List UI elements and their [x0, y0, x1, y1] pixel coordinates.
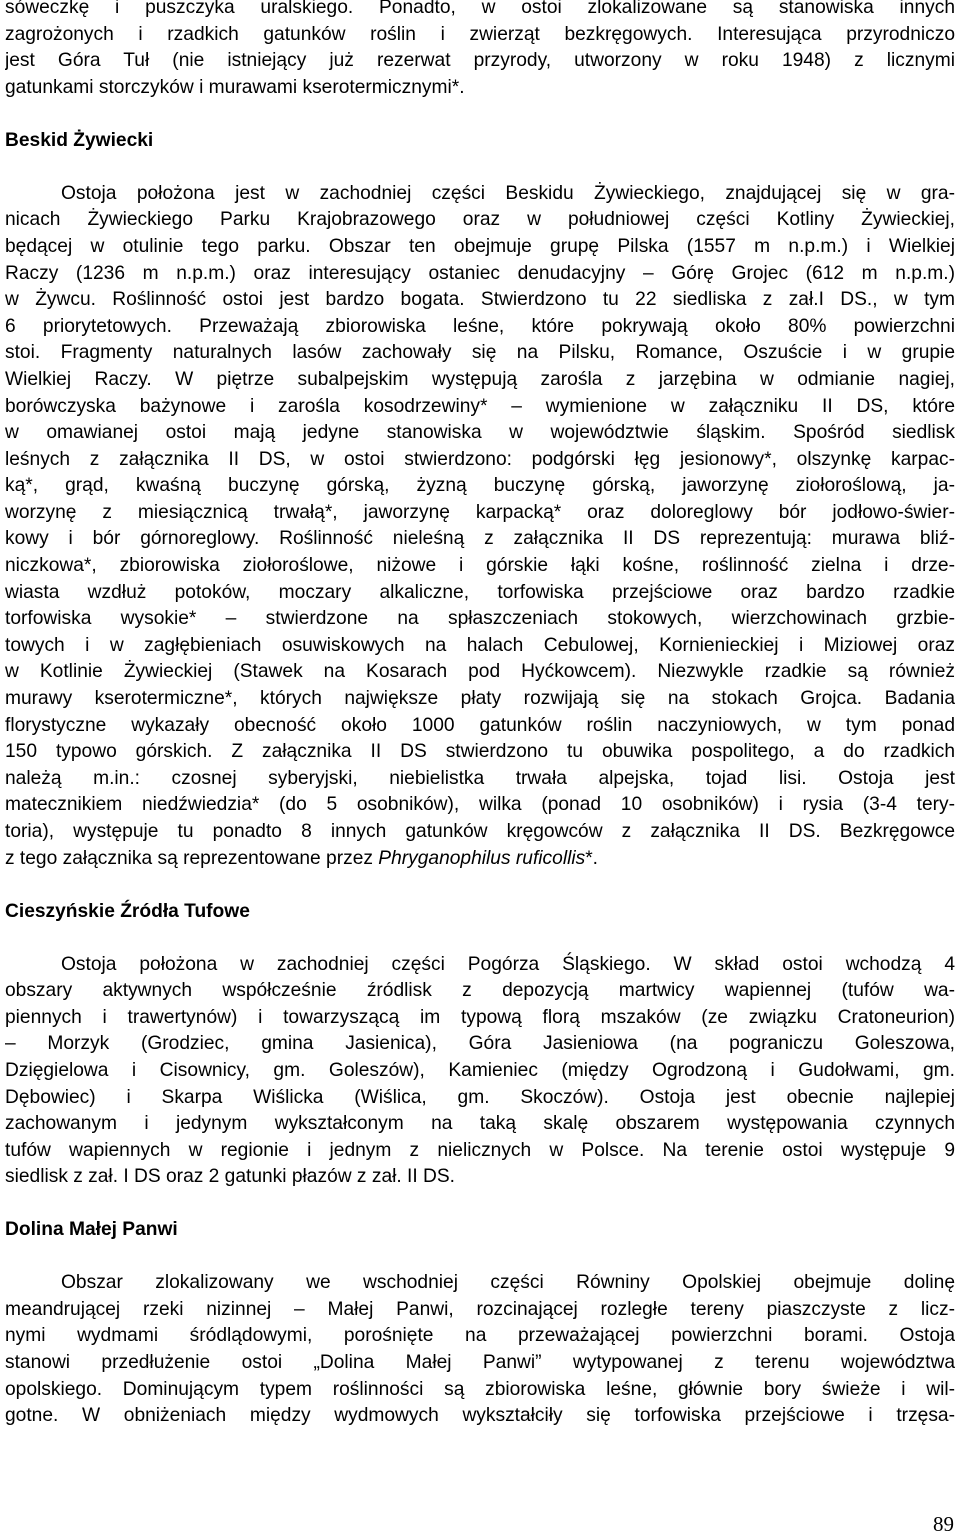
- text-line: wiasta wzdłuż potoków, moczary alkaliczne, torfowiska przejściowe oraz bardzo rzadkie: [5, 581, 955, 603]
- intro-paragraph: [5, 0, 955, 101]
- section-heading: Cieszyńskie Źródła Tufowe: [5, 900, 250, 922]
- text-line: nicach Żywieckiego Parku Krajobrazowego oraz w południowej części Kotliny Żywieckiej,: [5, 209, 955, 231]
- text-line: z tego załącznika są reprezentowane przez Phryganophilus ruficollis*.: [5, 847, 599, 869]
- text-line: Dzięgielowa i Cisownicy, gm. Goleszów), Kamieniec (między Ogrodzoną i Gudołwami, gm.: [5, 1059, 955, 1081]
- text-line: Dębowiec) i Skarpa Wiślicka (Wiślica, gm. Skoczów). Ostoja jest obecnie najlepiej: [5, 1086, 955, 1108]
- text-line: jest Góra Tuł (nie istniejący już rezerwat przyrody, utworzony w roku 1948) z licznymi: [5, 50, 955, 72]
- text-line: florystyczne wykazały obecność około 1000 gatunków roślin naczyniowych, w tym ponad: [5, 714, 955, 736]
- text-line: Raczy (1236 m n.p.m.) oraz interesujący ostaniec denudacyjny – Górę Grojec (612 m n.p.m.): [5, 262, 955, 284]
- text-line: 6 priorytetowych. Przeważają zbiorowiska leśne, które pokrywają około 80% powierzchni: [5, 315, 955, 337]
- text-line: ką*, grąd, kwaśną buczynę górską, żyzną buczynę górską, jaworzynę ziołoroślową, ja-: [5, 475, 955, 497]
- text-line: toria), występuje tu ponadto 8 innych gatunków kręgowców z załącznika II DS. Bezkręgowce: [5, 821, 955, 842]
- text-line: borówczyska bażynowe i zarośla kosodrzewiny* – wymienione w załączniku II DS, które: [5, 395, 955, 417]
- text-line: opolskiego. Dominującym typem roślinności są zbiorowiska leśne, głównie bory świeże i wil-: [5, 1378, 955, 1400]
- text-line: zachowanym i jedynym wykształconym na taką skalę obszarem występowania czynnych: [5, 1113, 955, 1135]
- section-paragraph: [5, 952, 955, 1191]
- text-line: tufów wapiennych w regionie i jednym z nielicznych w Polsce. Na terenie ostoi występuje 9: [5, 1139, 955, 1161]
- text-line: nymi wydmami śródlądowymi, porośnięte na przeważającej powierzchni borami. Ostoja: [5, 1325, 955, 1347]
- section-heading: Dolina Małej Panwi: [5, 1219, 178, 1241]
- text-line: siedlisk z zał. I DS oraz 2 gatunki płazów z zał. II DS.: [5, 1166, 456, 1188]
- text-line: sóweczkę i puszczyka uralskiego. Ponadto, w ostoi zlokalizowane są stanowiska innych: [5, 0, 955, 18]
- text-line: murawy kserotermiczne*, których największe płaty rozwijają się na stokach Grojca. Badania: [5, 688, 955, 710]
- text-line: piennych i trawertynów) i towarzyszącą im typową florą mszaków (ze związku Cratoneurion): [5, 1006, 955, 1028]
- text-line: stanowi przedłużenie ostoi „Dolina Małej Panwi” wytypowanej z terenu województwa: [5, 1352, 955, 1374]
- text-line: będącej w otulinie tego parku. Obszar ten obejmuje grupę Pilska (1557 m n.p.m.) i Wielkiej: [5, 235, 955, 257]
- section-paragraph: [5, 181, 955, 872]
- text-line: obszary aktywnych współcześnie źródlisk z depozycją martwicy wapiennej (tufów wa-: [5, 980, 955, 1002]
- text-column: [5, 0, 955, 1430]
- section-paragraph: [5, 1270, 955, 1430]
- text-line: matecznikiem niedźwiedzia* (do 5 osobników), wilka (ponad 10 osobników) i rysia (3-4 tery-: [5, 794, 955, 816]
- text-line: zagrożonych i rzadkich gatunków roślin i zwierząt bezkręgowych. Interesująca przyrodniczo: [5, 23, 955, 45]
- text-line: niczkowa*, zbiorowiska ziołoroślowe, niżowe i górskie łąki kośne, roślinność zielna i drze-: [5, 555, 955, 577]
- section-dolina-malej-panwi: [5, 1191, 955, 1430]
- text-line: worzynę z miesiącznicą trwałą*, jaworzynę karpacką* oraz doloreglowy bór jodłowo-świer-: [5, 501, 955, 523]
- page-number: 89: [933, 1512, 954, 1536]
- text-line: torfowiska wysokie* – stwierdzone na spłaszczeniach stokowych, wierzchowinach grzbie-: [5, 608, 955, 630]
- text-line: w Kotlinie Żywieckiej (Stawek na Kosarach pod Hyćkowcem). Niezwykle rzadkie są również: [5, 661, 955, 683]
- text-line: Wielkiej Raczy. W piętrze subalpejskim występują zarośla z jarzębina w odmianie nagiej,: [5, 368, 955, 390]
- section-heading: Beskid Żywiecki: [5, 129, 154, 151]
- section-cieszynskie-zrodla-tufowe: [5, 872, 955, 1191]
- species-name: Phryganophilus ruficollis: [378, 847, 586, 869]
- text-line: meandrującej rzeki nizinnej – Małej Panwi, rozcinającej rozległe tereny piaszczyste z licz-: [5, 1298, 955, 1320]
- text-line: należą m.in.: czosnej syberyjski, niebielistka trwała alpejska, tojad lisi. Ostoja jest: [5, 767, 955, 789]
- text-line: – Morzyk (Grodziec, gmina Jasienica), Góra Jasieniowa (na pograniczu Goleszowa,: [5, 1033, 955, 1055]
- text-line: 150 typowo górskich. Z załącznika II DS stwierdzono tu obuwika pospolitego, a do rzadkich: [5, 741, 955, 763]
- text-line: gatunkami storczyków i murawami kserotermicznymi*.: [5, 76, 465, 98]
- text-line: gotne. W obniżeniach między wydmowych wykształciły się torfowiska przejściowe i trzęsa-: [5, 1405, 955, 1427]
- text-line: w Żywcu. Roślinność ostoi jest bardzo bogata. Stwierdzono tu 22 siedliska z zał.I DS., w tym: [5, 289, 955, 311]
- text-line: Ostoja położona jest w zachodniej części Beskidu Żywieckiego, znajdującej się w gra-: [61, 182, 955, 204]
- section-beskid-zywiecki: [5, 101, 955, 872]
- text-line: leśnych z załącznika II DS, w ostoi stwierdzono: podgórski łęg jesionowy*, olszynkę karpac-: [5, 448, 955, 470]
- text-line: Ostoja położona w zachodniej części Pogórza Śląskiego. W skład ostoi wchodzą 4: [61, 953, 955, 975]
- text-line: stoi. Fragmenty naturalnych lasów zachowały się na Pilsku, Romance, Oszuście i w grupie: [5, 342, 955, 364]
- text-line: towych i w zagłębieniach osuwiskowych na halach Cebulowej, Kornienieckiej i Miziowej oraz: [5, 634, 955, 656]
- text-line: Obszar zlokalizowany we wschodniej części Równiny Opolskiej obejmuje dolinę: [61, 1272, 955, 1294]
- text-line: w omawianej ostoi mają jedyne stanowiska w województwie śląskim. Spośród siedlisk: [5, 422, 955, 444]
- text-line: kowy i bór górnoreglowy. Roślinność nieleśną z załącznika II DS reprezentują: murawa bliź-: [5, 528, 955, 550]
